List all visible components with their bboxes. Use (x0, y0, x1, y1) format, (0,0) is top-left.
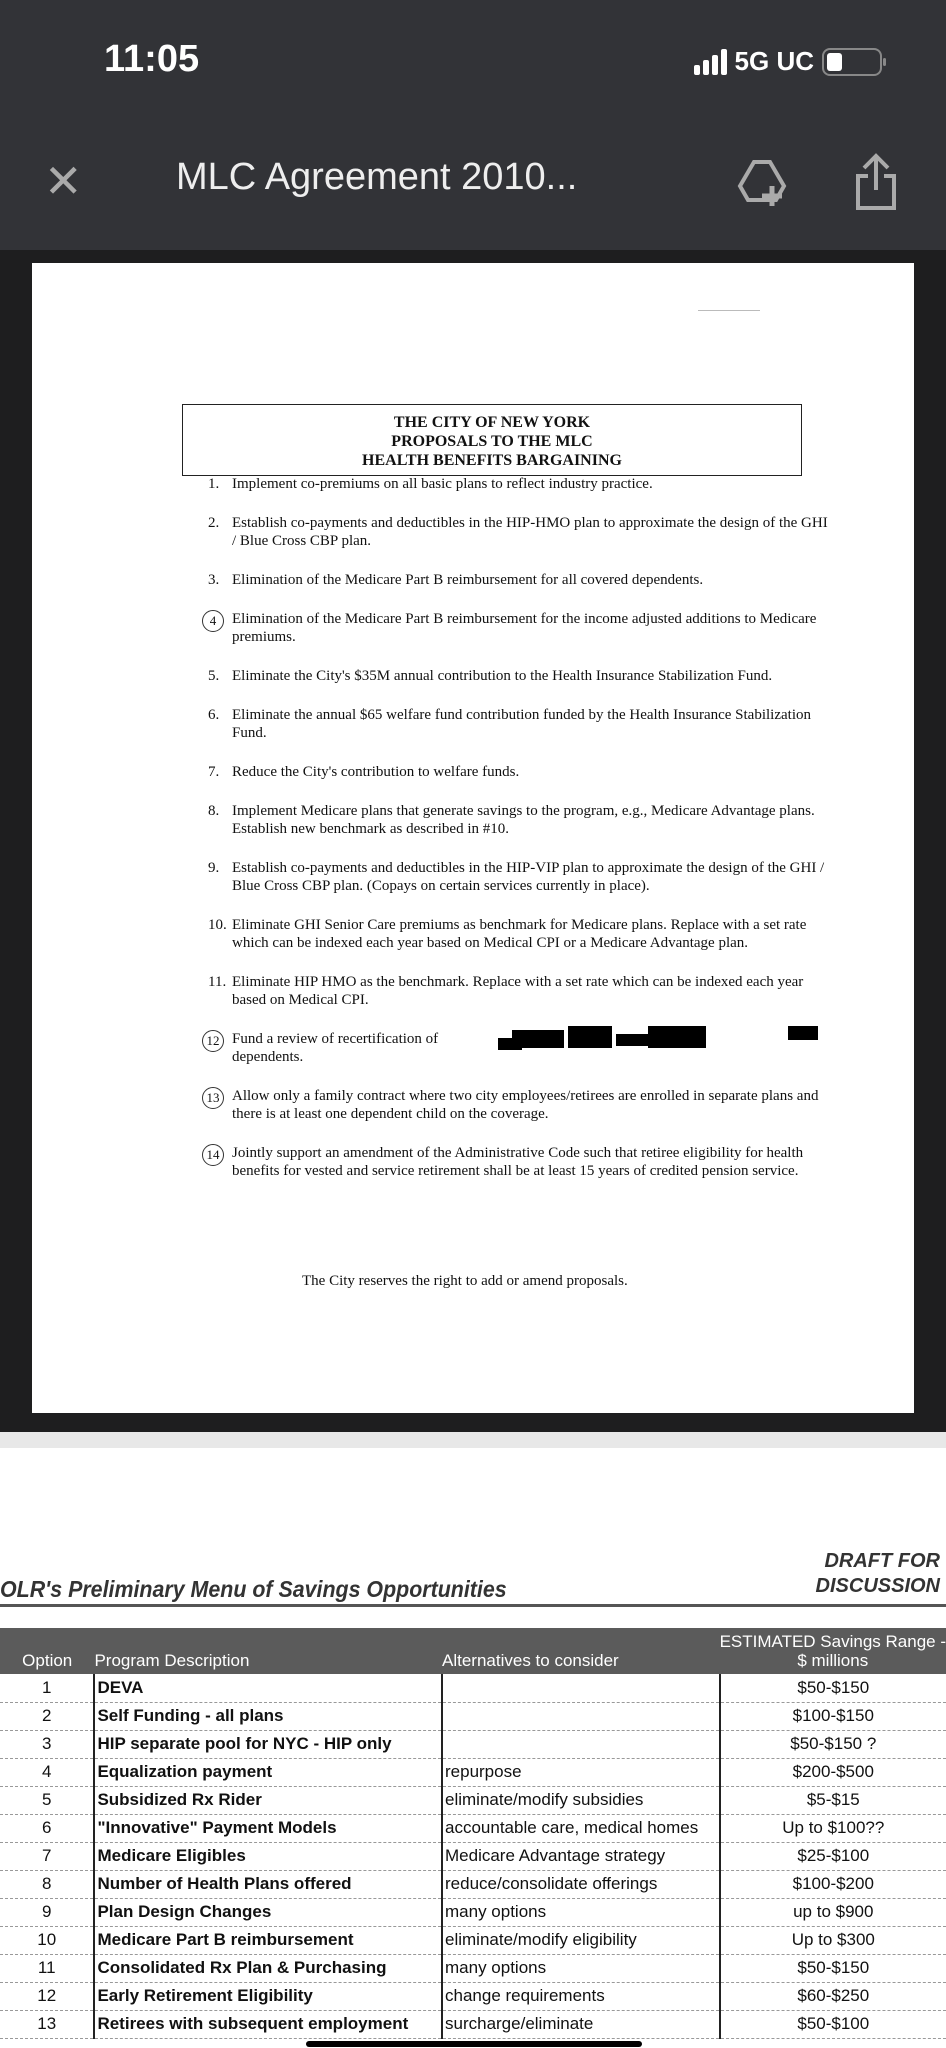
title-line: PROPOSALS TO THE MLC (391, 433, 593, 450)
item-text: Establish co-payments and deductibles in the HIP-VIP plan to approximate the design of the GHI / Blue Cross CBP plan. (Copays on certain services currently in place). (232, 860, 825, 894)
item-number (208, 1144, 232, 1180)
proposal-item (208, 610, 828, 646)
cell-description: Medicare Eligibles (94, 1842, 442, 1870)
cell-description: Number of Health Plans offered (94, 1870, 442, 1898)
proposal-title-box (182, 404, 802, 476)
cell-option: 12 (0, 1982, 94, 2010)
col-savings (720, 1628, 946, 1674)
item-number (208, 1030, 232, 1066)
cell-alternative: change requirements (442, 1982, 720, 2010)
cell-savings: $50-$100 (720, 2010, 946, 2038)
item-number (208, 706, 232, 742)
item-number (208, 667, 232, 685)
cell-savings: up to $900 (720, 1898, 946, 1926)
document-title: MLC Agreement 2010... (176, 156, 578, 198)
item-number (208, 610, 232, 646)
item-number-label: 14 (202, 1144, 224, 1166)
item-number-label: 2. (208, 515, 220, 531)
cell-option: 5 (0, 1786, 94, 1814)
cell-alternative: eliminate/modify subsidies (442, 1786, 720, 1814)
cell-option: 2 (0, 1702, 94, 1730)
proposal-item (208, 763, 828, 781)
item-text: Allow only a family contract where two city employees/retirees are enrolled in separate plans and there is at least one dependent child on the coverage. (232, 1088, 819, 1122)
cell-option: 13 (0, 2010, 94, 2038)
item-number-label: 11. (208, 974, 227, 990)
cell-description: Self Funding - all plans (94, 1702, 442, 1730)
item-text: Elimination of the Medicare Part B reimbursement for all covered dependents. (232, 572, 704, 588)
cell-option: 1 (0, 1674, 94, 1702)
proposal-item (208, 514, 828, 550)
item-number (208, 802, 232, 838)
battery-icon (822, 48, 882, 76)
col-alternatives: Alternatives to consider (442, 1628, 720, 1674)
cell-alternative: many options (442, 1898, 720, 1926)
cell-option: 10 (0, 1926, 94, 1954)
share-icon[interactable] (854, 152, 898, 212)
cell-alternative: many options (442, 1954, 720, 1982)
proposal-item (208, 802, 828, 838)
cell-savings: $5-$15 (720, 1786, 946, 1814)
item-text: Implement co-premiums on all basic plans to reflect industry practice. (232, 476, 653, 492)
proposal-list (208, 475, 828, 1201)
table-row (0, 2010, 946, 2038)
item-text: Reduce the City's contribution to welfare funds. (232, 764, 520, 780)
cell-savings: $100-$150 (720, 1702, 946, 1730)
cell-description: Early Retirement Eligibility (94, 1982, 442, 2010)
table-row (0, 1842, 946, 1870)
col-option: Option (0, 1628, 94, 1674)
item-number (208, 859, 232, 895)
cell-savings: $25-$100 (720, 1842, 946, 1870)
reservation-note: The City reserves the right to add or amend proposals. (302, 1273, 628, 1289)
draft-line: DRAFT FOR (824, 1550, 940, 1572)
table-row (0, 1926, 946, 1954)
item-text: Eliminate the City's $35M annual contribution to the Health Insurance Stabilization Fund. (232, 668, 773, 684)
cell-alternative (442, 1702, 720, 1730)
item-number (208, 475, 232, 493)
item-text: Eliminate the annual $65 welfare fund contribution funded by the Health Insurance Stabilization Fund. (232, 707, 811, 741)
cell-description: DEVA (94, 1674, 442, 1702)
redaction (568, 1026, 612, 1048)
cell-alternative: Medicare Advantage strategy (442, 1842, 720, 1870)
table-row (0, 1898, 946, 1926)
close-icon[interactable]: ✕ (44, 155, 83, 207)
table-row (0, 1702, 946, 1730)
item-text: Establish co-payments and deductibles in the HIP-HMO plan to approximate the design of the GHI / Blue Cross CBP plan. (232, 515, 828, 549)
redaction (512, 1030, 564, 1048)
cell-option: 4 (0, 1758, 94, 1786)
cell-alternative: eliminate/modify eligibility (442, 1926, 720, 1954)
proposal-item (208, 916, 828, 952)
proposal-item (208, 571, 828, 589)
cell-description: Medicare Part B reimbursement (94, 1926, 442, 1954)
item-number-label: 8. (208, 803, 220, 819)
proposal-item (208, 1087, 828, 1123)
item-number (208, 1087, 232, 1123)
proposal-item (208, 667, 828, 685)
status-time: 11:05 (104, 38, 200, 80)
item-number (208, 763, 232, 781)
col-savings-line: ESTIMATED Savings Range - (719, 1632, 946, 1651)
status-icons (694, 46, 882, 77)
title-line: THE CITY OF NEW YORK (393, 414, 591, 431)
menu-heading: OLR's Preliminary Menu of Savings Opportunities (0, 1576, 507, 1602)
item-number (208, 514, 232, 550)
table-row (0, 1786, 946, 1814)
item-number-label: 12 (202, 1030, 224, 1052)
item-text: Eliminate GHI Senior Care premiums as benchmark for Medicare plans. Replace with a set rate which can be indexed each year based on Medical CPI or a Medicare Advantage plan. (232, 917, 807, 951)
item-number-label: 7. (208, 764, 220, 780)
item-text: Eliminate HIP HMO as the benchmark. Replace with a set rate which can be indexed each year based on Medical CPI. (232, 974, 804, 1008)
savings-table (0, 1628, 946, 2039)
cell-description: Subsidized Rx Rider (94, 1786, 442, 1814)
cell-description: Retirees with subsequent employment (94, 2010, 442, 2038)
signal-icon (694, 49, 727, 75)
item-number-label: 5. (208, 668, 220, 684)
draft-line: DISCUSSION (815, 1575, 940, 1597)
cell-savings: $60-$250 (720, 1982, 946, 2010)
document-page-1 (32, 263, 914, 1413)
item-number (208, 571, 232, 589)
cell-alternative (442, 1730, 720, 1758)
table-row (0, 1954, 946, 1982)
cell-option: 3 (0, 1730, 94, 1758)
proposal-item (208, 475, 828, 493)
cell-savings: $200-$500 (720, 1758, 946, 1786)
title-line: HEALTH BENEFITS BARGAINING (362, 452, 622, 469)
cell-option: 7 (0, 1842, 94, 1870)
page-separator (0, 1432, 946, 1448)
cell-savings: $50-$150 ? (720, 1730, 946, 1758)
cell-description: HIP separate pool for NYC - HIP only (94, 1730, 442, 1758)
cell-savings: Up to $300 (720, 1926, 946, 1954)
proposal-item (208, 1144, 828, 1180)
item-number-label: 1. (208, 476, 220, 492)
item-text: Fund a review of recertification of dependents. (232, 1031, 439, 1065)
home-indicator[interactable] (306, 2041, 642, 2047)
draft-label (816, 1549, 940, 1599)
top-bar (0, 0, 946, 250)
cell-description: "Innovative" Payment Models (94, 1814, 442, 1842)
table-row (0, 1982, 946, 2010)
item-number (208, 973, 232, 1009)
document-page-2 (0, 1448, 946, 2048)
col-description: Program Description (94, 1628, 442, 1674)
cell-option: 6 (0, 1814, 94, 1842)
network-label: 5G UC (734, 46, 814, 76)
proposal-item (208, 706, 828, 742)
cell-savings: $50-$150 (720, 1954, 946, 1982)
item-number (208, 916, 232, 952)
cell-description: Equalization payment (94, 1758, 442, 1786)
table-row (0, 1870, 946, 1898)
table-row (0, 1730, 946, 1758)
redaction (648, 1026, 706, 1048)
proposal-item (208, 973, 828, 1009)
item-number-label: 13 (202, 1087, 224, 1109)
col-savings-line: $ millions (797, 1651, 869, 1670)
cell-savings: $100-$200 (720, 1870, 946, 1898)
item-number-label: 3. (208, 572, 220, 588)
cell-description: Consolidated Rx Plan & Purchasing (94, 1954, 442, 1982)
table-row (0, 1674, 946, 1702)
cell-savings: Up to $100?? (720, 1814, 946, 1842)
divider (698, 310, 760, 311)
item-number-label: 4 (202, 610, 224, 632)
item-number-label: 9. (208, 860, 220, 876)
cell-alternative: surcharge/eliminate (442, 2010, 720, 2038)
redaction-group (498, 1030, 828, 1048)
cell-option: 9 (0, 1898, 94, 1926)
cell-option: 8 (0, 1870, 94, 1898)
proposal-item (208, 1030, 828, 1066)
redaction (788, 1026, 818, 1040)
item-text: Implement Medicare plans that generate savings to the program, e.g., Medicare Advantage plans. Establish new benchmark as described in #10. (232, 803, 815, 837)
cell-alternative: reduce/consolidate offerings (442, 1870, 720, 1898)
cell-alternative (442, 1674, 720, 1702)
cell-description: Plan Design Changes (94, 1898, 442, 1926)
heading-rule (0, 1604, 946, 1607)
item-text: Jointly support an amendment of the Administrative Code such that retiree eligibility for health benefits for vested and service retirement shall be at least 15 years of credited pension service. (232, 1145, 804, 1179)
drive-add-icon[interactable] (734, 156, 790, 210)
item-number-label: 10. (208, 917, 227, 933)
item-text: Elimination of the Medicare Part B reimbursement for the income adjusted additions to Medicare premiums. (232, 611, 817, 645)
item-number-label: 6. (208, 707, 220, 723)
cell-savings: $50-$150 (720, 1674, 946, 1702)
cell-option: 11 (0, 1954, 94, 1982)
table-row (0, 1814, 946, 1842)
cell-alternative: repurpose (442, 1758, 720, 1786)
cell-alternative: accountable care, medical homes (442, 1814, 720, 1842)
table-row (0, 1758, 946, 1786)
proposal-item (208, 859, 828, 895)
